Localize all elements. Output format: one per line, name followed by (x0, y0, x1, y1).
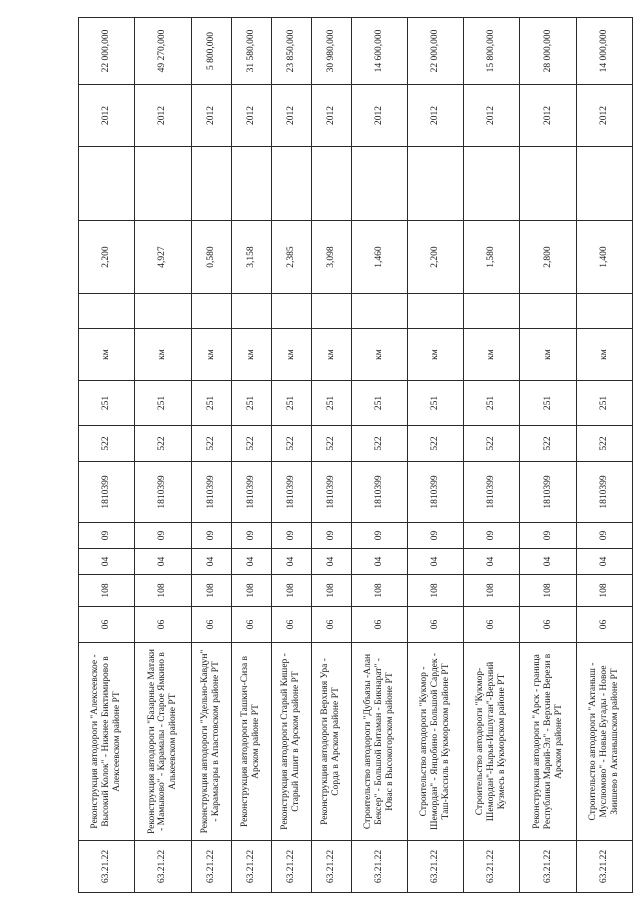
subsection-code-cell: 09 (135, 523, 191, 549)
table-row (407, 18, 463, 893)
table-row (135, 18, 191, 893)
empty-cell (576, 147, 632, 221)
admin-code-cell: 108 (79, 575, 135, 607)
section-code-cell: 04 (271, 549, 311, 575)
target-article-cell: 1810399 (135, 462, 191, 523)
target-article-cell: 1810399 (520, 462, 576, 523)
object-name-cell: Строительство автодороги "Актаныш - Муслюмово" - Новые Бугады - Новое Зиишево в Актанышском районе РТ (576, 643, 632, 841)
amount-cell: 15 800,000 (464, 18, 520, 85)
object-name-cell: Строительство автодороги "Дубъязы -Алан Бексер" - Большой Битаман - Бикнарат" - Ювас в Высокогорском районе РТ (351, 643, 407, 841)
unit-cell: км (351, 329, 407, 381)
expense-type-cell: 522 (79, 426, 135, 462)
subsection-code-cell: 09 (271, 523, 311, 549)
subsection-code-cell: 09 (79, 523, 135, 549)
subsection-code-cell: 09 (520, 523, 576, 549)
capacity-empty-cell (311, 294, 351, 329)
ministry-code-cell: 06 (407, 607, 463, 643)
subsection-code-cell: 09 (311, 523, 351, 549)
unit-cell: км (231, 329, 271, 381)
table-row (576, 18, 632, 893)
object-name-cell: Реконструкция автодороги "Алексеевское - Высокий Колок" - Нижнее Биктимирово в Алексеевском районе РТ (79, 643, 135, 841)
target-article-cell: 1810399 (231, 462, 271, 523)
target-article-cell: 1810399 (79, 462, 135, 523)
kosgu-code-cell: 251 (231, 381, 271, 426)
length-km-cell: 3,158 (231, 221, 271, 294)
year-cell: 2012 (311, 85, 351, 147)
capacity-empty-cell (231, 294, 271, 329)
kosgu-code-cell: 251 (271, 381, 311, 426)
okved-code-cell: 63.21.22 (576, 841, 632, 893)
capacity-empty-cell (135, 294, 191, 329)
okved-code-cell: 63.21.22 (191, 841, 231, 893)
section-code-cell: 04 (191, 549, 231, 575)
object-name-cell: Реконструкция автодороги Ташкич-Сиза в Арском районе РТ (231, 643, 271, 841)
ministry-code-cell: 06 (271, 607, 311, 643)
target-article-cell: 1810399 (271, 462, 311, 523)
expense-type-cell: 522 (520, 426, 576, 462)
admin-code-cell: 108 (576, 575, 632, 607)
okved-code-cell: 63.21.22 (311, 841, 351, 893)
object-name-cell: Реконструкция автодороги "Арск - граница Республики Марий-Эл" - Верхние Верези в Арском районе РТ (520, 643, 576, 841)
kosgu-code-cell: 251 (79, 381, 135, 426)
table-row (271, 18, 311, 893)
year-cell: 2012 (79, 85, 135, 147)
admin-code-cell: 108 (311, 575, 351, 607)
section-code-cell: 04 (407, 549, 463, 575)
target-article-cell: 1810399 (351, 462, 407, 523)
ministry-code-cell: 06 (351, 607, 407, 643)
expense-type-cell: 522 (191, 426, 231, 462)
capacity-empty-cell (407, 294, 463, 329)
ministry-code-cell: 06 (464, 607, 520, 643)
table-body (79, 18, 633, 893)
section-code-cell: 04 (79, 549, 135, 575)
section-code-cell: 04 (520, 549, 576, 575)
capacity-empty-cell (520, 294, 576, 329)
empty-cell (311, 147, 351, 221)
okved-code-cell: 63.21.22 (135, 841, 191, 893)
kosgu-code-cell: 251 (191, 381, 231, 426)
length-km-cell: 1,580 (464, 221, 520, 294)
unit-cell: км (271, 329, 311, 381)
length-km-cell: 2,200 (79, 221, 135, 294)
okved-code-cell: 63.21.22 (79, 841, 135, 893)
capacity-empty-cell (79, 294, 135, 329)
length-km-cell: 2,800 (520, 221, 576, 294)
unit-cell: км (191, 329, 231, 381)
empty-cell (191, 147, 231, 221)
amount-cell: 23 850,000 (271, 18, 311, 85)
length-km-cell: 0,580 (191, 221, 231, 294)
amount-cell: 30 980,000 (311, 18, 351, 85)
unit-cell: км (311, 329, 351, 381)
object-name-cell: Реконструкция автодороги Старый Кишер - Старый Ашит в Арском районе РТ (271, 643, 311, 841)
capacity-empty-cell (351, 294, 407, 329)
expense-type-cell: 522 (311, 426, 351, 462)
ministry-code-cell: 06 (576, 607, 632, 643)
year-cell: 2012 (576, 85, 632, 147)
kosgu-code-cell: 251 (351, 381, 407, 426)
subsection-code-cell: 09 (351, 523, 407, 549)
object-name-cell: Строительство автодороги "Кукмор-Шемордан"-Нырья-Ишлуган"-Верхний Кузмесь в Кукморском районе РТ (464, 643, 520, 841)
empty-cell (464, 147, 520, 221)
object-name-cell: Реконструкция автодороги "Базарные Матаки - Мамыково" - Карамалы - Старое Ямкино в Алькеевском районе РТ (135, 643, 191, 841)
length-km-cell: 2,385 (271, 221, 311, 294)
kosgu-code-cell: 251 (576, 381, 632, 426)
table-row (520, 18, 576, 893)
expense-type-cell: 522 (576, 426, 632, 462)
unit-cell: км (520, 329, 576, 381)
object-name-cell: Реконструкция автодороги Верхняя Ура - Сорда в Арском районе РТ (311, 643, 351, 841)
amount-cell: 49 270,000 (135, 18, 191, 85)
admin-code-cell: 108 (464, 575, 520, 607)
subsection-code-cell: 09 (576, 523, 632, 549)
object-name-cell: Реконструкция автодороги "Удельно-Кавдун" - Карамасары в Апастовском районе РТ (191, 643, 231, 841)
subsection-code-cell: 09 (191, 523, 231, 549)
ministry-code-cell: 06 (191, 607, 231, 643)
capacity-empty-cell (271, 294, 311, 329)
amount-cell: 31 580,000 (231, 18, 271, 85)
year-cell: 2012 (351, 85, 407, 147)
okved-code-cell: 63.21.22 (271, 841, 311, 893)
okved-code-cell: 63.21.22 (231, 841, 271, 893)
object-name-cell: Строительство автодороги "Кукмор - Шемордан" - Янцобино - Большой Сардек - Таш-Кассиль в Кукморском районе РТ (407, 643, 463, 841)
empty-cell (271, 147, 311, 221)
subsection-code-cell: 09 (407, 523, 463, 549)
section-code-cell: 04 (351, 549, 407, 575)
empty-cell (79, 147, 135, 221)
admin-code-cell: 108 (520, 575, 576, 607)
scanned-table-page (78, 18, 633, 893)
section-code-cell: 04 (135, 549, 191, 575)
length-km-cell: 1,460 (351, 221, 407, 294)
ministry-code-cell: 06 (520, 607, 576, 643)
empty-cell (520, 147, 576, 221)
empty-cell (135, 147, 191, 221)
expense-type-cell: 522 (271, 426, 311, 462)
subsection-code-cell: 09 (464, 523, 520, 549)
empty-cell (407, 147, 463, 221)
year-cell: 2012 (135, 85, 191, 147)
okved-code-cell: 63.21.22 (520, 841, 576, 893)
unit-cell: км (464, 329, 520, 381)
length-km-cell: 4,927 (135, 221, 191, 294)
table-row (351, 18, 407, 893)
okved-code-cell: 63.21.22 (464, 841, 520, 893)
year-cell: 2012 (191, 85, 231, 147)
admin-code-cell: 108 (135, 575, 191, 607)
target-article-cell: 1810399 (311, 462, 351, 523)
admin-code-cell: 108 (271, 575, 311, 607)
length-km-cell: 2,200 (407, 221, 463, 294)
unit-cell: км (407, 329, 463, 381)
expense-type-cell: 522 (135, 426, 191, 462)
kosgu-code-cell: 251 (464, 381, 520, 426)
table-row (464, 18, 520, 893)
year-cell: 2012 (271, 85, 311, 147)
kosgu-code-cell: 251 (407, 381, 463, 426)
ministry-code-cell: 06 (79, 607, 135, 643)
section-code-cell: 04 (464, 549, 520, 575)
amount-cell: 14 000,000 (576, 18, 632, 85)
year-cell: 2012 (407, 85, 463, 147)
year-cell: 2012 (231, 85, 271, 147)
target-article-cell: 1810399 (191, 462, 231, 523)
kosgu-code-cell: 251 (135, 381, 191, 426)
amount-cell: 22 000,000 (407, 18, 463, 85)
kosgu-code-cell: 251 (520, 381, 576, 426)
amount-cell: 5 800,000 (191, 18, 231, 85)
target-article-cell: 1810399 (407, 462, 463, 523)
kosgu-code-cell: 251 (311, 381, 351, 426)
length-km-cell: 1,400 (576, 221, 632, 294)
okved-code-cell: 63.21.22 (407, 841, 463, 893)
admin-code-cell: 108 (407, 575, 463, 607)
section-code-cell: 04 (576, 549, 632, 575)
admin-code-cell: 108 (191, 575, 231, 607)
expense-type-cell: 522 (464, 426, 520, 462)
length-km-cell: 3,098 (311, 221, 351, 294)
year-cell: 2012 (464, 85, 520, 147)
ministry-code-cell: 06 (135, 607, 191, 643)
admin-code-cell: 108 (231, 575, 271, 607)
target-article-cell: 1810399 (576, 462, 632, 523)
target-article-cell: 1810399 (464, 462, 520, 523)
capacity-empty-cell (191, 294, 231, 329)
amount-cell: 14 600,000 (351, 18, 407, 85)
amount-cell: 28 000,000 (520, 18, 576, 85)
road-works-table (78, 17, 633, 893)
ministry-code-cell: 06 (311, 607, 351, 643)
table-row (79, 18, 135, 893)
expense-type-cell: 522 (407, 426, 463, 462)
capacity-empty-cell (464, 294, 520, 329)
unit-cell: км (576, 329, 632, 381)
empty-cell (351, 147, 407, 221)
section-code-cell: 04 (311, 549, 351, 575)
capacity-empty-cell (576, 294, 632, 329)
ministry-code-cell: 06 (231, 607, 271, 643)
section-code-cell: 04 (231, 549, 271, 575)
empty-cell (231, 147, 271, 221)
subsection-code-cell: 09 (231, 523, 271, 549)
year-cell: 2012 (520, 85, 576, 147)
unit-cell: км (79, 329, 135, 381)
admin-code-cell: 108 (351, 575, 407, 607)
expense-type-cell: 522 (231, 426, 271, 462)
expense-type-cell: 522 (351, 426, 407, 462)
table-row (311, 18, 351, 893)
amount-cell: 22 000,000 (79, 18, 135, 85)
okved-code-cell: 63.21.22 (351, 841, 407, 893)
table-row (231, 18, 271, 893)
table-row (191, 18, 231, 893)
unit-cell: км (135, 329, 191, 381)
